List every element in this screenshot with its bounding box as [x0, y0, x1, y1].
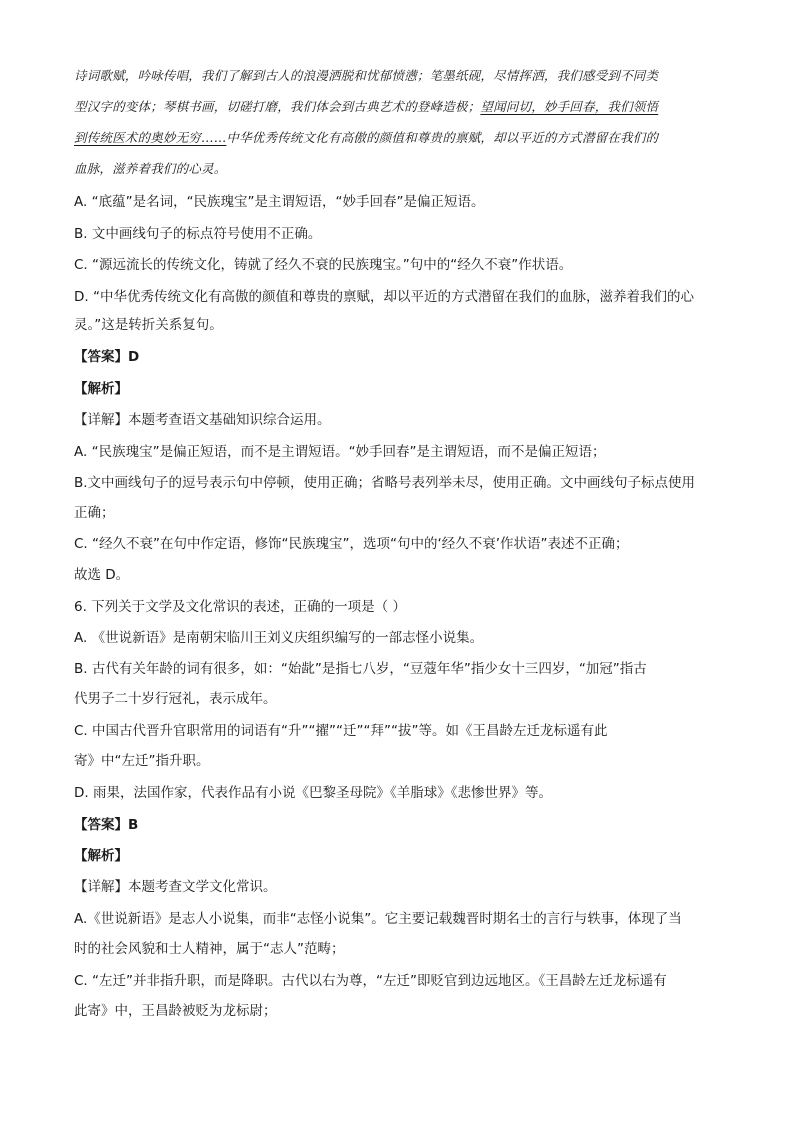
q5-option-c: C. “源远流长的传统文化，铸就了经久不衰的民族瑰宝。”句中的“经久不衰”作状语。 [74, 257, 573, 273]
q5-analysis-label: 【解析】 [74, 381, 128, 397]
q6-stem: 6. 下列关于文学及文化常识的表述，正确的一项是（ ） [74, 599, 406, 615]
q5-choose: 故选 D。 [74, 567, 130, 583]
q6-option-a: A. 《世说新语》是南朝宋临川王刘义庆组织编写的一部志怪小说集。 [74, 630, 484, 646]
passage-line-4: 血脉，滋养着我们的心灵。 [74, 161, 227, 176]
q5-explain-b-line-2: 正确； [74, 505, 115, 521]
underlined-sentence: 望闻问切，妙手回春，我们领悟 [480, 99, 659, 114]
q6-option-c-line-2: 寄》中“左迁”指升职。 [74, 753, 210, 769]
passage-line-1: 诗词歌赋，吟咏传唱，我们了解到古人的浪漫洒脱和忧郁愤懑；笔墨纸砚，尽情挥洒，我们感受到不同类 [74, 68, 659, 83]
q5-explain-a: A. “民族瑰宝”是偏正短语，而不是主谓短语。“妙手回春”是主谓短语，而不是偏正短语； [74, 444, 606, 460]
q5-option-b: B. 文中画线句子的标点符号使用不正确。 [74, 226, 322, 242]
q6-answer: 【答案】B [74, 817, 139, 833]
q6-detail: 【详解】本题考查文学文化常识。 [74, 879, 277, 895]
passage-line-2-text: 型汉字的变体；琴棋书画，切磋打磨，我们体会到古典艺术的登峰造极； [74, 99, 481, 114]
q6-explain-c-line-2: 此寄》中，王昌龄被贬为龙标尉； [74, 1003, 277, 1019]
q5-detail: 【详解】本题考查语文基础知识综合运用。 [74, 412, 331, 428]
q5-option-d-line-2: 灵。”这是转折关系复句。 [74, 317, 223, 333]
q6-option-d: D. 雨果，法国作家，代表作品有小说《巴黎圣母院》《羊脂球》《悲惨世界》等。 [74, 785, 552, 801]
q6-explain-a-line-2: 时的社会风貌和士人精神，属于“志人”范畴； [74, 941, 345, 957]
passage-line-3 [74, 128, 720, 148]
q6-option-b-line-2: 代男子二十岁行冠礼，表示成年。 [74, 691, 277, 707]
q6-option-b-line-1: B. 古代有关年龄的词有很多，如：“始龀”是指七八岁，“豆蔻年华”指少女十三四岁，“加冠”指古 [74, 661, 647, 677]
q5-answer: 【答案】D [74, 349, 140, 365]
q6-analysis-label: 【解析】 [74, 848, 128, 864]
q5-explain-c: C. “经久不衰”在句中作定语，修饰“民族瑰宝”，选项“句中的‘经久不衰’作状语”表述不正确； [74, 536, 629, 552]
underlined-sentence-end: 到传统医术的奥妙无穷…… [74, 130, 227, 145]
q6-option-c-line-1: C. 中国古代晋升官职常用的词语有“升”“擢”“迁”“拜”“拔”等。如《王昌龄左迁龙标遥有此 [74, 723, 608, 739]
passage-line-2 [74, 97, 720, 117]
q6-explain-c-line-1: C. “左迁”并非指升职，而是降职。古代以右为尊，“左迁”即贬官到边远地区。《王昌龄左迁龙标遥有 [74, 973, 667, 989]
q5-explain-b-line-1: B.文中画线句子的逗号表示句中停顿，使用正确；省略号表列举未尽，使用正确。文中画线句子标点使用 [74, 475, 696, 491]
q5-option-d-line-1: D. “中华优秀传统文化有高傲的颜值和尊贵的禀赋，却以平近的方式潜留在我们的血脉，滋养着我们的心 [74, 289, 694, 305]
passage-line-3-text: 中华优秀传统文化有高傲的颜值和尊贵的禀赋，却以平近的方式潜留在我们的 [226, 130, 659, 145]
q6-explain-a-line-1: A.《世说新语》是志人小说集，而非“志怪小说集”。它主要记载魏晋时期名士的言行与轶事，体现了当 [74, 911, 682, 927]
q5-option-a: A. “底蕴”是名词，“民族瑰宝”是主谓短语，“妙手回春”是偏正短语。 [74, 194, 485, 210]
